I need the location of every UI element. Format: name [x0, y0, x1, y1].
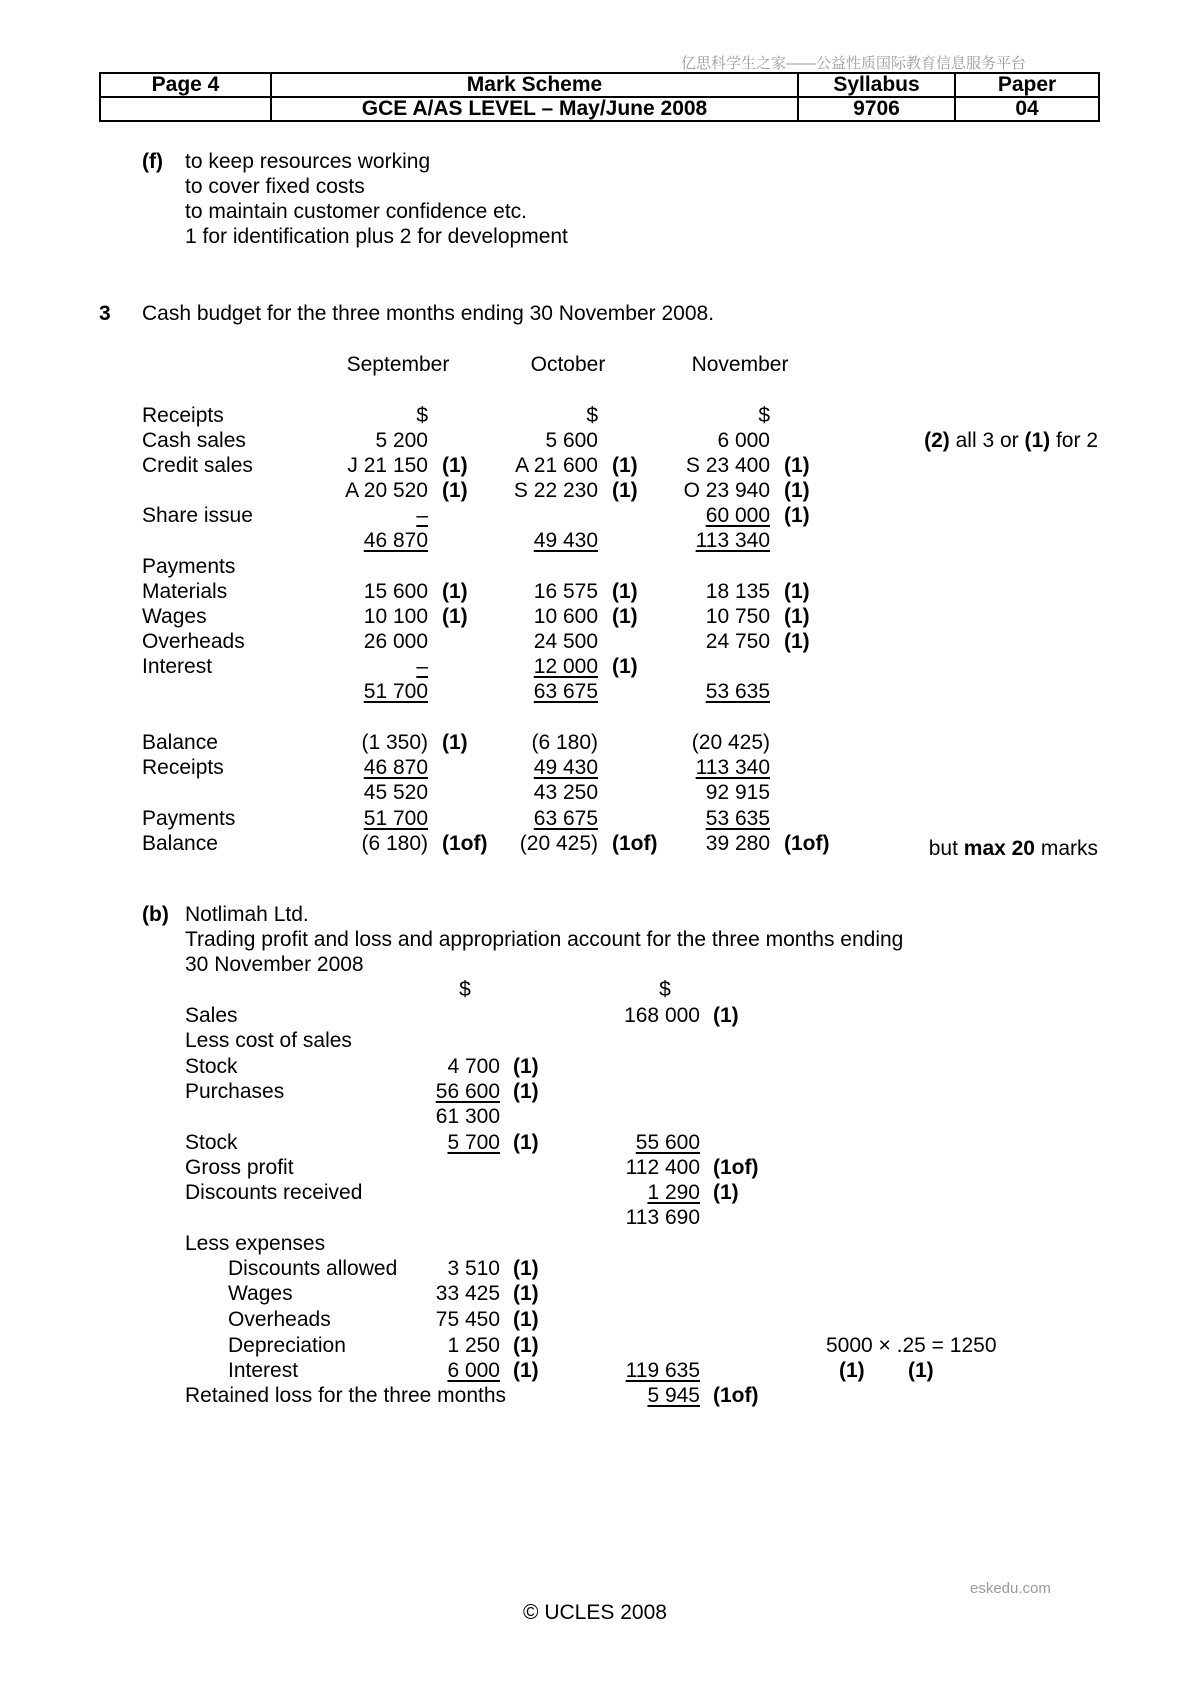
account-value-col2: 113 690 [625, 1206, 700, 1229]
account-value-col1: 56 600 [435, 1080, 500, 1103]
account-row-label: Overheads [228, 1308, 331, 1331]
account-mark-col1: (1) [513, 1055, 539, 1078]
budget-value: 63 675 [533, 807, 598, 830]
account-value-col1: 3 510 [447, 1257, 500, 1280]
budget-value: 45 520 [363, 781, 428, 804]
budget-row-label: Share issue [142, 504, 253, 527]
account-value-col1: 6 000 [447, 1359, 500, 1382]
account-value-col2: 55 600 [635, 1131, 700, 1154]
account-row-label: Gross profit [185, 1156, 294, 1179]
budget-row-label: Materials [142, 580, 228, 603]
budget-value: J 21 150 [347, 454, 428, 477]
budget-value: 49 430 [533, 756, 598, 779]
budget-mark: (1) [612, 605, 638, 628]
budget-value: 63 675 [533, 680, 598, 703]
note-bold: max 20 [963, 837, 1035, 860]
account-row-label: Sales [185, 1004, 238, 1027]
budget-value: 92 915 [705, 781, 770, 804]
watermark-top: 亿思科学生之家——公益性质国际教育信息服务平台 [681, 55, 1027, 72]
note-text: all 3 or [949, 429, 1025, 452]
budget-mark: (1) [442, 731, 468, 754]
budget-value: 60 000 [705, 504, 770, 527]
header-syllabus-label: Syllabus [798, 73, 955, 97]
note-text: for 2 [1050, 429, 1098, 452]
budget-mark: (1) [612, 454, 638, 477]
account-mark-col1: (1) [513, 1257, 539, 1280]
account-row-label: Discounts allowed [228, 1257, 398, 1280]
budget-mark: (1) [784, 605, 810, 628]
budget-value: 26 000 [363, 630, 428, 653]
part-f-line: 1 for identification plus 2 for development [185, 225, 568, 248]
account-row-label: Wages [228, 1282, 293, 1305]
account-row-label: Purchases [185, 1080, 285, 1103]
account-mark-col1: (1) [513, 1080, 539, 1103]
budget-value: 51 700 [363, 680, 428, 703]
header-table [99, 72, 1100, 122]
budget-mark: (1of) [442, 832, 488, 855]
account-row-label: Interest [228, 1359, 299, 1382]
budget-value: 18 135 [705, 580, 770, 603]
budget-value: (6 180) [361, 832, 428, 855]
account-row-label: Stock [185, 1131, 238, 1154]
account-row-label: Discounts received [185, 1181, 363, 1204]
budget-value: 24 500 [533, 630, 598, 653]
account-mark-col2: (1) [713, 1181, 739, 1204]
account-value-col1: 33 425 [435, 1282, 500, 1305]
budget-value: 12 000 [533, 655, 598, 678]
budget-row-label: Payments [142, 807, 236, 830]
month-header: October [530, 353, 606, 376]
note-mark: (2) [924, 429, 950, 452]
note-text: marks [1035, 837, 1098, 860]
budget-value: S 22 230 [513, 479, 598, 502]
budget-row-label: Wages [142, 605, 207, 628]
account-mark-col1: (1) [513, 1308, 539, 1331]
budget-value: (6 180) [531, 731, 598, 754]
budget-mark: (1) [784, 580, 810, 603]
budget-value: 6 000 [717, 429, 770, 452]
account-value-col2: 168 000 [624, 1004, 700, 1027]
part-f-line: to maintain customer confidence etc. [185, 200, 528, 223]
budget-value: 49 430 [533, 529, 598, 552]
budget-value: 10 600 [533, 605, 598, 628]
account-mark-col1: (1) [513, 1359, 539, 1382]
account-mark-col1: (1) [513, 1131, 539, 1154]
question-title: Cash budget for the three months ending 30 November 2008. [142, 302, 715, 325]
depreciation-working: 5000 × .25 = 1250 [826, 1334, 997, 1357]
budget-value: (20 425) [691, 731, 770, 754]
account-value-col1: 75 450 [435, 1308, 500, 1331]
note-max-marks [800, 837, 1098, 861]
note-text: but [928, 837, 964, 860]
budget-row-label: Balance [142, 832, 218, 855]
account-mark-col1: (1) [513, 1282, 539, 1305]
header-paper-label: Paper [955, 73, 1099, 97]
budget-mark: (1) [612, 479, 638, 502]
budget-value: 53 635 [705, 680, 770, 703]
header-paper: 04 [955, 97, 1099, 121]
part-b-label: (b) [142, 903, 169, 926]
currency-header: $ [459, 978, 471, 1001]
budget-value: – [416, 504, 428, 527]
budget-value: 24 750 [705, 630, 770, 653]
footer-copyright: © UCLES 2008 [523, 1601, 667, 1624]
part-f-label: (f) [142, 150, 163, 173]
part-f-line: to cover fixed costs [185, 175, 365, 198]
budget-value: $ [586, 404, 598, 427]
budget-value: 10 750 [705, 605, 770, 628]
header-syllabus: 9706 [798, 97, 955, 121]
account-row-label: Depreciation [228, 1334, 346, 1357]
budget-value: 5 200 [375, 429, 428, 452]
note-mark: (1) [1024, 429, 1051, 452]
note-cash-sales [800, 429, 1098, 453]
account-row-label: Less cost of sales [185, 1029, 352, 1052]
account-value-col2: 119 635 [625, 1359, 700, 1382]
account-value-col1: 61 300 [435, 1105, 500, 1128]
budget-value: 43 250 [533, 781, 598, 804]
budget-value: 15 600 [363, 580, 428, 603]
budget-mark: (1of) [612, 832, 658, 855]
budget-value: 51 700 [363, 807, 428, 830]
watermark-bottom: eskedu.com [970, 1580, 1051, 1597]
budget-value: $ [416, 404, 428, 427]
header-subtitle: GCE A/AS LEVEL – May/June 2008 [271, 97, 798, 121]
account-value-col2: 1 290 [647, 1181, 700, 1204]
budget-row-label: Overheads [142, 630, 245, 653]
budget-row-label: Interest [142, 655, 213, 678]
budget-mark: (1) [612, 655, 638, 678]
account-mark-col2: (1) [713, 1004, 739, 1027]
budget-value: 53 635 [705, 807, 770, 830]
budget-value: (20 425) [519, 832, 598, 855]
budget-mark: (1) [442, 605, 468, 628]
budget-mark: (1) [442, 454, 468, 477]
budget-value: 16 575 [533, 580, 598, 603]
part-f-line: to keep resources working [185, 150, 431, 173]
account-value-col2: 5 945 [647, 1384, 700, 1407]
account-value-col1: 1 250 [447, 1334, 500, 1357]
account-title: Trading profit and loss and appropriation account for the three months ending [185, 928, 904, 951]
budget-value: 10 100 [363, 605, 428, 628]
budget-mark: (1) [612, 580, 638, 603]
account-mark-col2: (1of) [713, 1384, 759, 1407]
budget-value: (1 350) [361, 731, 428, 754]
budget-row-label: Cash sales [142, 429, 246, 452]
budget-mark: (1) [784, 504, 810, 527]
month-header: November [691, 353, 789, 376]
budget-mark: (1) [784, 479, 810, 502]
account-value-col1: 4 700 [447, 1055, 500, 1078]
budget-value: 5 600 [545, 429, 598, 452]
account-title-date: 30 November 2008 [185, 953, 364, 976]
month-header: September [346, 353, 450, 376]
working-mark: (1) [839, 1359, 865, 1382]
budget-value: 113 340 [695, 529, 770, 552]
budget-value: S 23 400 [685, 454, 770, 477]
header-title: Mark Scheme [271, 73, 798, 97]
budget-value: 113 340 [695, 756, 770, 779]
budget-value: O 23 940 [683, 479, 770, 502]
budget-value: 46 870 [363, 529, 428, 552]
budget-value: 46 870 [363, 756, 428, 779]
budget-mark: (1) [442, 580, 468, 603]
header-empty-cell [100, 97, 271, 121]
budget-value: A 21 600 [515, 454, 598, 477]
header-page: Page 4 [100, 73, 271, 97]
company-name: Notlimah Ltd. [185, 903, 309, 926]
account-mark-col2: (1of) [713, 1156, 759, 1179]
account-row-label: Retained loss for the three months [185, 1384, 507, 1407]
budget-row-label: Credit sales [142, 454, 253, 477]
budget-value: A 20 520 [345, 479, 428, 502]
working-mark: (1) [908, 1359, 934, 1382]
budget-row-label: Receipts [142, 756, 224, 779]
question-number: 3 [99, 302, 111, 325]
account-row-label: Less expenses [185, 1232, 326, 1255]
budget-mark: (1) [784, 630, 810, 653]
budget-value: $ [758, 404, 770, 427]
budget-mark: (1of) [784, 832, 830, 855]
account-row-label: Stock [185, 1055, 238, 1078]
account-mark-col1: (1) [513, 1334, 539, 1357]
budget-row-label: Receipts [142, 404, 224, 427]
account-value-col1: 5 700 [447, 1131, 500, 1154]
budget-mark: (1) [784, 454, 810, 477]
account-value-col2: 112 400 [625, 1156, 700, 1179]
budget-value: – [416, 655, 428, 678]
currency-header: $ [659, 978, 671, 1001]
budget-row-label: Balance [142, 731, 218, 754]
budget-value: 39 280 [705, 832, 770, 855]
budget-row-label: Payments [142, 555, 236, 578]
budget-mark: (1) [442, 479, 468, 502]
